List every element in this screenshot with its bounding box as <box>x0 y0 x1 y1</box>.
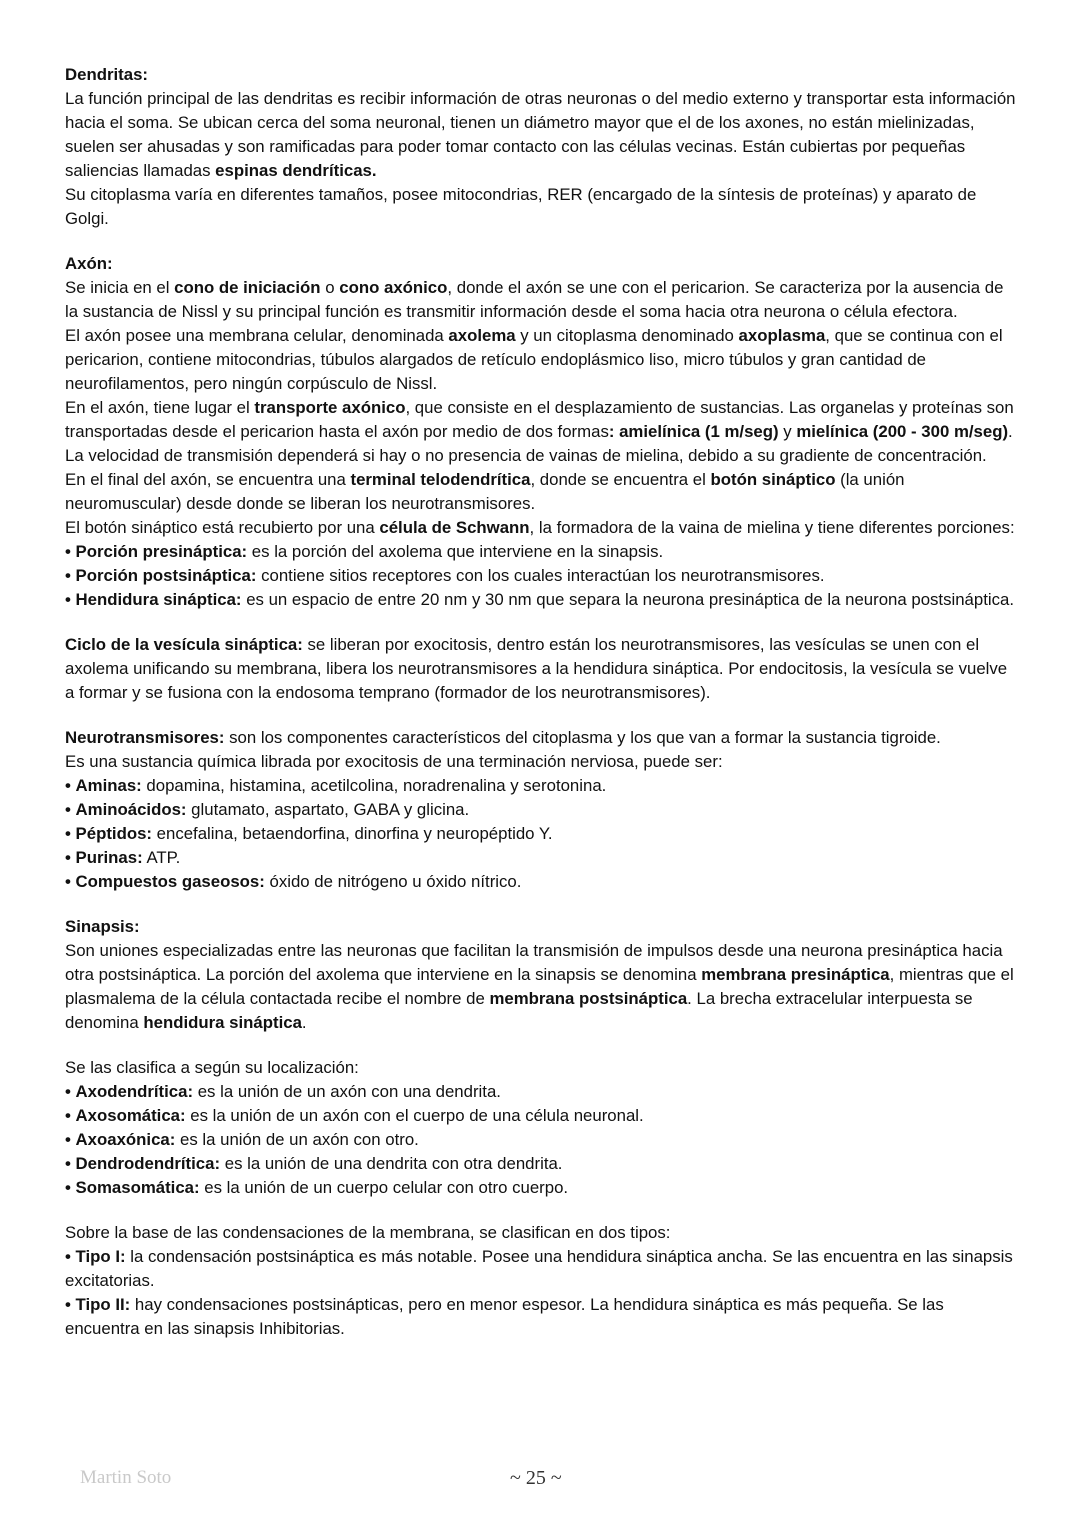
bold-term: axoplasma <box>738 326 826 345</box>
text-run: es la porción del axolema que interviene en la sinapsis. <box>247 542 664 561</box>
text-run: , que se continua con el pericarion, contiene mitocondrias, túbulos alargados de retículo endoplásmico liso, micro túbulos y gran cantidad de neurofilamentos, pero ningún corpúsculo de Nissl. <box>65 326 1003 393</box>
text-run: son los componentes característicos del citoplasma y los que van a formar la sustancia tigroide. <box>224 728 941 747</box>
paragraph: Sobre la base de las condensaciones de la membrana, se clasifican en dos tipos: <box>65 1223 671 1242</box>
text-run: La función principal de las dendritas es recibir información de otras neuronas o del medio externo y transportar esta información hacia el soma. Se ubican cerca del soma neuronal, tienen un diámetro mayor que el de los axones, no están mielinizadas, suelen ser ahusadas y son ramificadas para poder tomar contacto con las células vecinas. Están cubiertas por pequeñas saliencias llamadas <box>65 89 1016 180</box>
section-title-sinapsis: Sinapsis: <box>65 917 140 936</box>
text-run: glutamato, aspartato, GABA y glicina. <box>186 800 470 819</box>
bold-term: Compuestos gaseosos: <box>75 872 265 891</box>
text-run: hay condensaciones postsinápticas, pero en menor espesor. La hendidura sináptica es más pequeña. Se las encuentra en las sinapsis Inhibitorias. <box>65 1295 944 1338</box>
list-item <box>65 1104 1020 1128</box>
list-item <box>65 846 1020 870</box>
bold-term: transporte axónico <box>254 398 406 417</box>
text-run: encefalina, betaendorfina, dinorfina y neuropéptido Y. <box>152 824 553 843</box>
text-run: y un citoplasma denominado <box>515 326 739 345</box>
section-clasificacion-localizacion <box>65 1056 1020 1200</box>
list-item <box>65 822 1020 846</box>
text-run: (la unión neuromuscular) desde donde se liberan los neurotransmisores. <box>65 470 905 513</box>
text-run: , la formadora de la vaina de mielina y tiene diferentes porciones: <box>529 518 1015 537</box>
document-page <box>65 63 1020 1362</box>
text-run: Son uniones especializadas entre las neuronas que facilitan la transmisión de impulsos desde una neurona presináptica hacia otra postsináptica. La porción del axolema que interviene en la sinapsis se denomina <box>65 941 1003 984</box>
bold-term: Hendidura sináptica: <box>75 590 242 609</box>
text-run: . <box>301 1013 307 1032</box>
paragraph: Su citoplasma varía en diferentes tamaños, posee mitocondrias, RER (encargado de la síntesis de proteínas) y aparato de Golgi. <box>65 185 977 228</box>
paragraph <box>65 276 1020 324</box>
text-run: El botón sináptico está recubierto por una <box>65 518 380 537</box>
bold-term: Axoaxónica: <box>75 1130 176 1149</box>
list-item <box>65 1080 1020 1104</box>
bold-term: Purinas: <box>75 848 143 867</box>
text-run: o <box>320 278 340 297</box>
bold-term: cono de iniciación <box>174 278 321 297</box>
list-item <box>65 1245 1020 1293</box>
section-title-dendritas: Dendritas: <box>65 65 148 84</box>
bold-term: membrana postsináptica <box>489 989 688 1008</box>
text-run: la condensación postsináptica es más notable. Posee una hendidura sináptica ancha. Se las encuentra en las sinapsis excitatorias. <box>65 1247 1013 1290</box>
text-run: , mientras que el plasmalema de la célula contactada recibe el nombre de <box>65 965 1014 1008</box>
page-number: ~ 25 ~ <box>510 1467 562 1489</box>
list-item <box>65 774 1020 798</box>
text-run: , donde se encuentra el <box>530 470 711 489</box>
paragraph <box>65 396 1020 468</box>
bold-term: hendidura sináptica <box>143 1013 302 1032</box>
bold-term: célula de Schwann <box>379 518 530 537</box>
text-run: , donde el axón se une con el pericarion. Se caracteriza por la ausencia de la sustancia de Nissl y su principal función es transmitir información desde el soma hacia otra neurona o célula efectora. <box>65 278 1004 321</box>
bold-term: mielínica (200 - 300 m/seg) <box>796 422 1009 441</box>
bold-term: Porción postsináptica: <box>75 566 257 585</box>
section-clasificacion-condensaciones <box>65 1221 1020 1341</box>
list-item <box>65 1293 1020 1341</box>
text-run: . La velocidad de transmisión dependerá si hay o no presencia de vainas de mielina, debido a su gradiente de concentración. <box>65 422 1013 465</box>
section-neurotransmisores <box>65 726 1020 894</box>
list-item <box>65 1128 1020 1152</box>
bold-term: Dendrodendrítica: <box>75 1154 221 1173</box>
text-run: y <box>778 422 797 441</box>
bold-term: axolema <box>448 326 516 345</box>
list-item <box>65 870 1020 894</box>
bold-term: : amielínica (1 m/seg) <box>608 422 779 441</box>
paragraph: Se las clasifica a según su localización: <box>65 1058 359 1077</box>
text-run: es la unión de un cuerpo celular con otro cuerpo. <box>199 1178 569 1197</box>
text-run: Se inicia en el <box>65 278 175 297</box>
bold-term: Neurotransmisores: <box>65 728 225 747</box>
text-run: es la unión de un axón con el cuerpo de una célula neuronal. <box>185 1106 644 1125</box>
bold-term: Somasomática: <box>75 1178 200 1197</box>
bold-term: Péptidos: <box>75 824 152 843</box>
section-ciclo-vesicula <box>65 633 1020 705</box>
bold-term: terminal telodendrítica <box>350 470 531 489</box>
paragraph <box>65 726 1020 750</box>
list-item <box>65 540 1020 564</box>
bold-term: membrana presináptica <box>701 965 890 984</box>
paragraph <box>65 468 1020 516</box>
text-run: , que consiste en el desplazamiento de sustancias. Las organelas y proteínas son transportadas desde el pericarion hasta el axón por medio de dos formas <box>65 398 1014 441</box>
text-run: contiene sitios receptores con los cuales interactúan los neurotransmisores. <box>256 566 825 585</box>
bold-term: Axosomática: <box>75 1106 186 1125</box>
text-run: En el final del axón, se encuentra una <box>65 470 351 489</box>
bold-term: Aminas: <box>75 776 142 795</box>
text-run: es la unión de un axón con una dendrita. <box>193 1082 501 1101</box>
section-title-axon: Axón: <box>65 254 113 273</box>
paragraph <box>65 633 1020 705</box>
bold-term: Porción presináptica: <box>75 542 248 561</box>
paragraph <box>65 516 1020 540</box>
footer-author: Martin Soto <box>80 1467 172 1488</box>
text-run: es un espacio de entre 20 nm y 30 nm que separa la neurona presináptica de la neurona postsináptica. <box>241 590 1014 609</box>
text-run: es la unión de un axón con otro. <box>175 1130 419 1149</box>
bold-term: Ciclo de la vesícula sináptica: <box>65 635 303 654</box>
section-dendritas <box>65 63 1020 231</box>
bold-term: Tipo II: <box>75 1295 131 1314</box>
text-run: dopamina, histamina, acetilcolina, noradrenalina y serotonina. <box>141 776 607 795</box>
paragraph <box>65 87 1020 183</box>
text-run: se liberan por exocitosis, dentro están los neurotransmisores, las vesículas se unen con el axolema unificando su membrana, libera los neurotransmisores a la hendidura sináptica. Por endocitosis, la vesícula se vuelve a formar y se fusiona con la endosoma temprano (formador de los neurotransmisores). <box>65 635 1008 702</box>
text-run: El axón posee una membrana celular, denominada <box>65 326 449 345</box>
list-item <box>65 588 1020 612</box>
text-run: ATP. <box>142 848 181 867</box>
section-sinapsis <box>65 915 1020 1035</box>
list-item <box>65 1176 1020 1200</box>
list-item <box>65 798 1020 822</box>
list-item <box>65 1152 1020 1176</box>
text-run: . La brecha extracelular interpuesta se denomina <box>65 989 973 1032</box>
text-run: óxido de nitrógeno u óxido nítrico. <box>264 872 522 891</box>
paragraph <box>65 939 1020 1035</box>
bold-term: botón sináptico <box>710 470 836 489</box>
section-axon <box>65 252 1020 612</box>
list-item <box>65 564 1020 588</box>
bold-term: cono axónico <box>339 278 448 297</box>
text-run: es la unión de una dendrita con otra dendrita. <box>220 1154 563 1173</box>
bold-term: Tipo I: <box>75 1247 126 1266</box>
paragraph: Es una sustancia química librada por exocitosis de una terminación nerviosa, puede ser: <box>65 752 723 771</box>
paragraph <box>65 324 1020 396</box>
bold-term: Aminoácidos: <box>75 800 187 819</box>
bold-term: Axodendrítica: <box>75 1082 194 1101</box>
bold-term: espinas dendríticas. <box>215 161 377 180</box>
text-run: En el axón, tiene lugar el <box>65 398 255 417</box>
